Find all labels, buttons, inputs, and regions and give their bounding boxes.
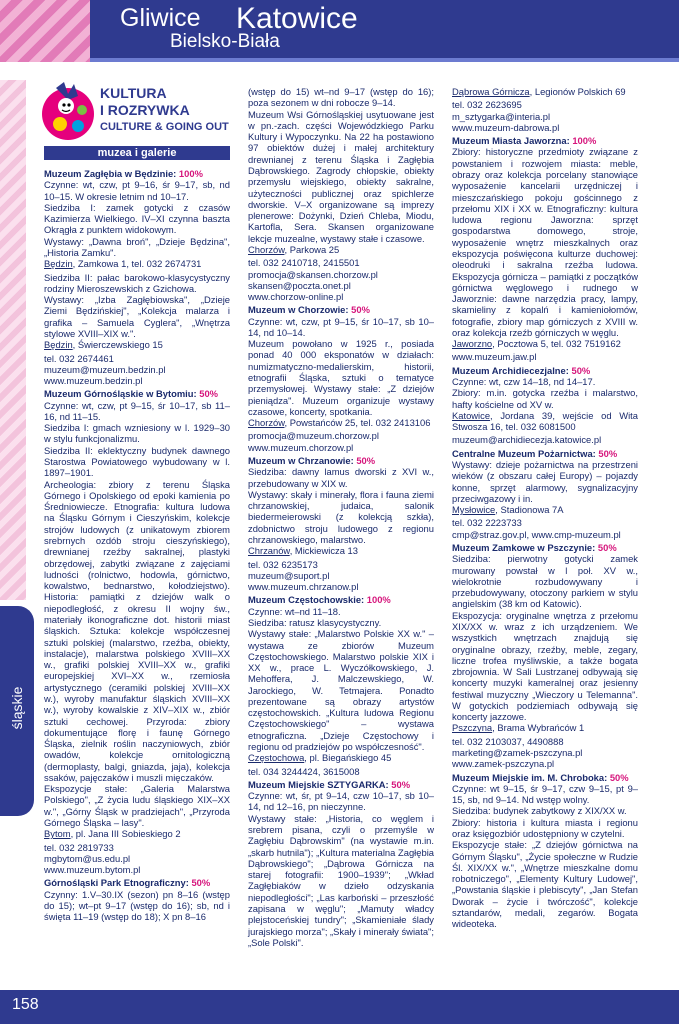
footer-bar <box>0 990 679 1024</box>
address-line <box>44 339 230 350</box>
page-number: 158 <box>12 996 39 1013</box>
address-detail: , Pocztowa 5, tel. 032 7519162 <box>492 338 621 350</box>
entry-text: Wystawy: dzieje pożarnictwa na przestrzeni wieków (z obszaru całej Europy) – pojazdy konne, sprzęt alarmowy, sygnalizacyjny przeciwgazowy i in. <box>452 459 638 504</box>
museum-entry <box>44 842 230 876</box>
museum-entry <box>44 388 230 839</box>
discount-badge: 50% <box>356 455 376 466</box>
museum-entry <box>452 135 638 349</box>
museum-entry <box>452 736 638 770</box>
entry-text: Wystawy: „Izba Zagłębiowska", „Dzieje Ziemi Będzińskiej", „Kolekcja malarza i grafika – Samuela Cyglera", „Wnętrza stylowe XVIII–XIX w.". <box>44 294 230 339</box>
address-detail: , Powstańców 25, tel. 032 2413106 <box>284 417 431 429</box>
entry-text: Wystawy: skały i minerały, flora i fauna ziemi chrzanowskiej, judaica, salonik biedermeierowski (z kolekcją szkła), zdobnictwo stroju ludowego z regionu chrzanowskiego, malarstwo. <box>248 488 434 545</box>
entry-text: www.muzeum.bedzin.pl <box>44 375 143 387</box>
museum-entry <box>452 99 638 133</box>
region-label: śląskie <box>9 686 25 730</box>
museum-entry <box>452 365 638 433</box>
entry-text: Archeologia: zbiory z terenu Śląska Górnego i Opolskiego od epoki kamienia po Średniowiecze. Etnografia: kultura ludowa na Śląsku Górnym i Cieszyńskim, kolekcje strojów ludowych (z unikatowym zbiorem srebrnych ozdób stroju cieszyńskiego), drewnianej rzeźby sakralnej, plastyki obrzędowej, zabytki związane z zajęciami ludności (rolnictwo, hodowla, górnictwo, kowalstwo, bednarstwo, kołodziejstwo). Historia: pamiątki z dziejów walk o niepodległość, z okresu II wojny św., materiały ikonograficzne dot. historii miast śląskich. Sztuka: kolekcje współczesnej sztuki polskiej (malarstwo, rzeźba, obiekty, instalacje), malarstwa polskiego XVIII–XX w., grafiki polskiej XVIII–XX w., grafiki europejskiej XVI–XX w., rzemiosła artystycznego (ceramiki polskiej XVIII–XX w.), wyroby manufaktur śląskich XVIII–XX w.), wyroby kowalskie z XIV–XIX w., zbiór sztuki cechowej. Przyroda: zbiory dokumentujące florę i faunę Górnego Śląska, zielnik roślin naczyniowych, zbiór owadów, kolekcje ornitologiczną (dermoplasty, balgi, gniazda, jaja), kolekcja ssaków, pajęczaków i muszli mięczaków. <box>44 478 230 783</box>
museum-entry <box>248 257 434 302</box>
entry-text: tel. 032 2674461 <box>44 352 114 364</box>
text-column-3 <box>452 84 638 930</box>
discount-badge: 100% <box>366 594 391 606</box>
discount-badge: 50% <box>571 364 591 376</box>
museum-heading <box>452 772 638 783</box>
entry-text: tel. 032 2623695 <box>452 99 522 111</box>
discount-badge: 50% <box>597 541 617 553</box>
museum-entry <box>452 86 638 97</box>
address-detail: , Stadionowa 7A <box>495 504 564 516</box>
museum-entry <box>248 594 434 763</box>
entry-text: tel. 032 2103037, 4490888 <box>452 735 564 747</box>
museum-entry <box>452 517 638 540</box>
entry-text: muzeum@archidiecezja.katowice.pl <box>452 434 602 446</box>
jester-mascot-icon <box>38 80 100 144</box>
museum-entry <box>44 353 230 387</box>
museum-entry <box>248 766 434 777</box>
address-line <box>248 752 434 763</box>
address-line <box>452 504 638 515</box>
address-detail: , Mickiewicza 13 <box>289 545 358 557</box>
museum-heading <box>248 455 434 466</box>
museum-entry <box>452 434 638 445</box>
header-bar <box>0 0 679 62</box>
museum-heading <box>452 448 638 459</box>
city-name: Katowice <box>452 409 491 421</box>
entry-text: www.zamek-pszczyna.pl <box>452 758 555 770</box>
museum-name: Muzeum w Chorzowie: <box>248 304 349 316</box>
address-detail: , Parkowa 25 <box>284 243 340 255</box>
subsection-heading: muzea i galerie <box>44 146 230 160</box>
city-name: Pszczyna <box>452 722 493 734</box>
city-name: Chorzów <box>248 417 285 429</box>
entry-text: Wystawy: „Dawna broń", „Dzieje Będzina", „Historia Zamku". <box>44 235 230 258</box>
address-line <box>44 828 230 839</box>
entry-text: Siedziba I: gmach wzniesiony w l. 1929–30 w stylu funkcjonalizmu. <box>44 422 230 445</box>
entry-text: Muzeum powołano w 1925 r., posiada ponad 40 000 eksponatów w działach: numizmatyczno-medalierskim, historii, etnografii Śląska, sztuki o tematyce przemysłowej. Wystawy stałe: „Z dziejów pieniądza". Muzeum organizuje wystawy czasowe, koncerty, spotkania. <box>248 338 434 417</box>
museum-entry <box>248 430 434 453</box>
museum-entry <box>452 351 638 362</box>
entry-text: Ekspozycje stałe: „Z dziejów górnictwa na Górnym Śląsku", „Życie społeczne w Rudzie Śl. XIX/XX w.", „Wnętrze mieszkalne domu robotniczego", „Elementy Kultury Ludowej", „Powstania śląskie i plebiscyty", „Jan Stefan Dworak – życie i twórczość", kolekcje sztandarów, medali, zegarów. Bogata wideoteka. <box>452 839 638 930</box>
entry-text: www.muzeum-dabrowa.pl <box>452 121 560 133</box>
city-name: Chorzów <box>248 243 285 255</box>
entry-text: Siedziba: pierwotny gotycki zamek murowany powstał w l poł. XV w., wielokrotnie rozbudowywany i przebudowywany, otoczony parkiem w stylu angielskim (38 km od Katowic). <box>452 553 638 610</box>
museum-heading <box>452 135 638 146</box>
entry-text: tel. 032 2223733 <box>452 517 522 529</box>
sidebar-decoration <box>0 80 26 600</box>
discount-badge: 50% <box>391 778 411 790</box>
discount-badge: 50% <box>191 877 211 889</box>
city-name: Będzin <box>44 339 73 351</box>
city-name: Chrzanów <box>248 545 290 557</box>
museum-name: Muzeum Częstochowskie: <box>248 594 365 606</box>
museum-heading <box>44 388 230 399</box>
entry-text: Czynne: wt–nd 11–18. <box>248 605 341 617</box>
entry-text: muzeum@suport.pl <box>248 569 330 581</box>
address-detail: , Legionów Polskich 69 <box>529 86 626 97</box>
header-city-katowice: Katowice <box>236 2 358 35</box>
address-detail: , pl. Jana III Sobieskiego 2 <box>70 828 181 840</box>
museum-entry <box>248 559 434 593</box>
museum-name: Górnośląski Park Etnograficzny: <box>44 877 189 889</box>
entry-text: Siedziba: ratusz klasycystyczny. <box>248 616 382 628</box>
museum-heading <box>452 542 638 553</box>
museum-name: Centralne Muzeum Pożarnictwa: <box>452 447 596 459</box>
museum-heading <box>44 877 230 888</box>
entry-text: Czynne: wt, czw, pt 9–15, śr 10–17, sb 10–14, nd 10–14. <box>248 315 434 338</box>
museum-entry <box>248 86 434 255</box>
header-decoration <box>0 0 90 62</box>
museum-heading <box>248 779 434 790</box>
address-detail: , pl. Biegańskiego 45 <box>304 752 392 764</box>
entry-text: www.muzeum.jaw.pl <box>452 351 537 363</box>
address-line <box>44 258 230 269</box>
museum-name: Muzeum Miejskie im. M. Chroboka: <box>452 771 608 783</box>
header-underline <box>90 58 679 62</box>
entry-text: Wystawy stałe: „Malarstwo Polskie XX w." – wystawa ze zbiorów Muzeum Częstochowskiego. Malarstwo polskie XIX i XX w., prace L. Wyczółkowskiego, J. Mehoffera, J. Malczewskiego, W. Jarockiego, W. Tetmajera. Ponadto prezentowane są obrazy artystów częstochowskich. „Kultura ludowa Regionu Częstochowskiego" – wystawa etnograficzna. „Dzieje Częstochowy i regionu od pradziejów po współczesność". <box>248 628 434 753</box>
museum-entry <box>248 779 434 948</box>
museum-entry <box>44 272 230 351</box>
entry-text: Ekspozycje stałe: „Galeria Malarstwa Polskiego", „Z życia ludu śląskiego XIX–XX w.", „Górny Śląsk w pradziejach", „Przyroda Górnego Śląska – lasy". <box>44 783 230 829</box>
museum-entry <box>44 168 230 270</box>
entry-text: Siedziba II: pałac barokowo-klasycystyczny rodziny Mieroszewskich z Gzichowa. <box>44 271 230 294</box>
entry-text: tel. 032 6235173 <box>248 558 318 570</box>
entry-text: muzeum@muzeum.bedzin.pl <box>44 363 166 375</box>
museum-entry <box>452 542 638 734</box>
discount-badge: 50% <box>199 388 219 400</box>
address-line <box>452 338 638 349</box>
entry-text: Zbiory: historia i kultura miasta i regionu oraz księgozbiór udostępniony w czytelni. <box>452 816 638 839</box>
entry-text: Wystawy stałe: „Historia, co węglem i srebrem pisana, czyli o przemyśle w Zagłębiu Dąbrowskim" (na wystawie m.in. „skarb hutnila"); „Kultura materialna Zagłębia Dąbrowskiego"; „Dąbrowa Górnicza na starej fotografii: 1900–1939"; „Wkład Zagłębiaków w dzieło odzyskania niepodległości"; „Las karboński – przeszłość zapisana w węglu"; „Mamuty władcy plejstoceńskiej tundry"; „Skamieniałe ślady jurajskiego morza"; „Skały i minerały świata"; „Sole Polski". <box>248 812 434 948</box>
entry-text: mgbytom@us.edu.pl <box>44 852 131 864</box>
text-column-2 <box>248 84 434 948</box>
museum-heading <box>248 304 434 315</box>
entry-text: Czynne: wt, śr, pt 9–14, czw 10–17, sb 10–14, nd 12–16, pn nieczynne. <box>248 790 434 813</box>
entry-text: promocja@muzeum.chorzow.pl <box>248 430 379 442</box>
entry-text: Czynne: wt, czw, pt 9–15, śr 10–17, sb 11–16, nd 11–15. <box>44 399 230 422</box>
discount-badge: 50% <box>609 771 629 783</box>
entry-text: Siedziba II: eklektyczny budynek dawnego Starostwa Powiatowego wybudowany w l. 1897–1901. <box>44 444 230 479</box>
museum-name: Muzeum w Chrzanowie: <box>248 455 354 466</box>
city-name: Jaworzno <box>452 338 493 350</box>
entry-text: Zbiory: historyczne przedmioty związane z powstaniem i rozwojem miasta: meble, obrazy oraz kolekcja porcelany stanowiące wyposażenie kancelarii urzędniczej i mieszczańskiego pokoju gościnnego z przełomu XIX i XX w. Etnograficzny: kultura ludowa regionu Jaworzna: sprzęt gospodarstwa domowego, stroje, wyposażenie wnętrz mieszkalnych oraz ekspozycja poświęcona kulturze duchowej: oleodruki i sakralna rzeźba ludowa. Ekspozycja górnicza – pamiątki z początków górnictwa węglowego i rudnego w Jaworznie: dawne narzędzia pracy, lampy, skamieliny z kopalń i kamieniołomów, fotografie, zbiory map górniczych z XVIII w. oraz kolekcja rzeźb górniczych w węglu. <box>452 146 638 338</box>
header-city-gliwice: Gliwice <box>120 4 201 32</box>
entry-text: promocja@skansen.chorzow.pl <box>248 268 378 280</box>
entry-text: Siedziba: dawny lamus dworski z XVI w., przebudowany w XIX w. <box>248 466 434 489</box>
discount-badge: 50% <box>351 304 370 316</box>
discount-badge: 50% <box>598 447 618 459</box>
entry-text: www.muzeum.bytom.pl <box>44 864 141 876</box>
entry-text: tel. 034 3244424, 3615008 <box>248 765 360 777</box>
entry-text: (wstęp do 15) wt–nd 9–17 (wstęp do 16); poza sezonem w dni robocze 9–14. <box>248 86 434 109</box>
entry-text: www.muzeum.chorzow.pl <box>248 441 354 453</box>
museum-name: Muzeum Zagłębia w Będzinie: <box>44 168 177 179</box>
address-line <box>452 722 638 733</box>
entry-text: Czynny: 1.V–30.IX (sezon) pn 8–16 (wstęp do 15); wt–pt 9–17 (wstęp do 16); sb, nd i święta 11–19 (wstęp do 18); X pn 8–16 <box>44 888 230 923</box>
entry-text: Czynne: wt, czw 14–18, nd 14–17. <box>452 376 596 388</box>
address-line <box>248 244 434 255</box>
museum-name: Muzeum Miejskie SZTYGARKA: <box>248 778 389 790</box>
address-line <box>248 545 434 556</box>
address-detail: , Brama Wybrańców 1 <box>492 722 585 734</box>
entry-text: skansen@poczta.onet.pl <box>248 279 351 291</box>
entry-text: Siedziba: budynek zabytkowy z XIX/XX w. <box>452 805 627 817</box>
city-name: Mysłowice <box>452 504 496 516</box>
address-line <box>452 86 638 97</box>
entry-text: tel. 032 2410718, 2415501 <box>248 257 360 269</box>
museum-name: Muzeum Archidiecezjalne: <box>452 364 569 376</box>
entry-text: cmp@straz.gov.pl, www.cmp-muzeum.pl <box>452 528 621 540</box>
region-sidebar <box>0 80 26 1024</box>
entry-text: tel. 032 2819733 <box>44 841 114 853</box>
entry-text: Ekspozycja: oryginalne wnętrza z przełomu XIX/XX w. wraz z ich urządzeniem. We wszystkich wnętrzach znajdują się oryginalne obrazy, rzeźby, meble, zegary, liczne trofea myśliwskie, a także bogata zbrojownia. W Sali Lustrzanej odbywają się koncerty muzyki kameralnej oraz jesienny festiwal muzyczny „Wieczory u Telemanna". W gotyckich podziemiach odbywają się koncerty jazzowe. <box>452 609 638 723</box>
entry-text: Muzeum Wsi Górnośląskiej usytuowane jest w pn.-zach. części Wojewódzkiego Parku Kultury i Wypoczynku. Na 22 ha postawiono 97 obiektów dużej i małej architektury drewnianej z terenu Śląska i Zagłębia Dąbrowskiego. Zagrody chłopskie, obiekty przemysłu wiejskiego, obiekty sakralne, użyteczności publicznej oraz spichlerze dworskie. V–X organizowane są imprezy plenerowe: Dożynki, Dzień Chleba, Miodu, Kartofla, Sera. Skansen organizowane lekcje muzealne, wystawy stałe i czasowe. <box>248 108 434 244</box>
museum-entry <box>248 304 434 428</box>
address-line <box>248 417 434 428</box>
section-title-english: CULTURE & GOING OUT <box>100 121 229 133</box>
museum-heading <box>44 168 230 179</box>
entry-text: www.muzeum.chrzanow.pl <box>248 581 359 593</box>
museum-name: Muzeum Miasta Jaworzna: <box>452 135 570 147</box>
entry-text: Czynne: wt, czw, pt 9–16, śr 9–17, sb, nd 10–15. W okresie letnim nd 10–17. <box>44 179 230 202</box>
city-name: Będzin <box>44 258 73 270</box>
entry-text: m_sztygarka@interia.pl <box>452 110 551 122</box>
text-column-1 <box>44 166 230 923</box>
discount-badge: 100% <box>178 168 203 179</box>
museum-entry <box>44 877 230 922</box>
city-name: Bytom <box>44 828 71 840</box>
entry-text: Zbiory: m.in. gotycka rzeźba i malarstwo, hafty kościelne od XV w. <box>452 387 638 410</box>
discount-badge: 100% <box>572 135 597 147</box>
city-name: Częstochowa <box>248 752 305 764</box>
address-detail: , Świerczewskiego 15 <box>72 339 163 351</box>
city-name: Dąbrowa Górnicza <box>452 86 530 97</box>
entry-text: Czynne: wt 9–15, śr 9–17, czw 9–15, pt 9–15, sb, nd 9–14. Nd wstęp wolny. <box>452 782 638 806</box>
address-detail: , Jordana 39, wejście od Wita Stwosza 16, tel. 032 6081500 <box>452 409 638 433</box>
section-title-line2: I ROZRYWKA <box>100 102 190 118</box>
museum-entry <box>452 772 638 930</box>
entry-text: www.chorzow-online.pl <box>248 291 344 303</box>
museum-entry <box>248 455 434 557</box>
address-detail: , Zamkowa 1, tel. 032 2674731 <box>72 258 202 270</box>
address-line <box>452 410 638 433</box>
section-title-line1: KULTURA <box>100 85 167 101</box>
entry-text: Siedziba I: zamek gotycki z czasów Kazimierza Wielkiego. IV–XI czynna baszta Okrągła z punktem widokowym. <box>44 201 230 236</box>
museum-name: Muzeum Górnośląskie w Bytomiu: <box>44 388 197 400</box>
museum-entry <box>452 448 638 516</box>
header-city-bielsko: Bielsko-Biała <box>170 31 280 52</box>
museum-heading <box>248 594 434 605</box>
museum-heading <box>452 365 638 376</box>
museum-name: Muzeum Zamkowe w Pszczynie: <box>452 541 596 553</box>
entry-text: marketing@zamek-pszczyna.pl <box>452 747 583 759</box>
